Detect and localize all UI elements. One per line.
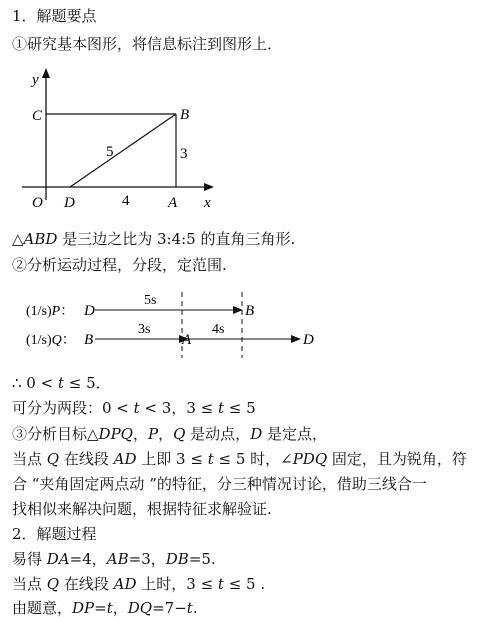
text-fragment: 在线段 <box>59 450 114 468</box>
text-fragment: 的直角三角形. <box>195 230 296 248</box>
section-heading-1: 1．解题要点 <box>12 7 97 25</box>
y-axis-arrow <box>42 68 50 78</box>
text-fragment: ③分析目标△ <box>12 425 99 443</box>
row1-start-D: D <box>84 303 95 319</box>
step-1-text: ①研究基本图形，将信息标注到图形上． <box>12 35 283 53</box>
row1-time: 5s <box>144 293 157 308</box>
text-fragment: =4， <box>69 550 107 568</box>
row2-mid-A: A <box>182 332 192 348</box>
label-D: D <box>64 195 75 211</box>
row2-start-B: B <box>84 332 94 348</box>
point-P: P <box>147 425 159 443</box>
segment-AD: AD <box>113 450 137 468</box>
row1-rate: (1/s)P： <box>26 304 75 319</box>
text-fragment: ≤ 5 <box>224 399 256 417</box>
label-y: y <box>32 72 39 88</box>
label-B: B <box>180 107 190 123</box>
label-4: 4 <box>122 193 130 209</box>
two-segments-line <box>12 398 256 418</box>
variable-t: t <box>186 599 193 617</box>
x-axis-arrow <box>204 183 214 191</box>
row2-arrowhead <box>291 335 301 343</box>
step-3-text <box>12 424 327 444</box>
text-fragment: ≤ 5 . <box>223 575 266 593</box>
segment-DP: DP <box>72 599 95 617</box>
text-fragment: . <box>192 599 198 617</box>
text-fragment: ∴ 0 < <box>12 374 58 392</box>
segment-AD: AD <box>113 575 137 593</box>
text-fragment: < 3，3 ≤ <box>139 399 218 417</box>
angle-PDQ: PDQ <box>292 450 328 468</box>
text-fragment: =7− <box>152 599 187 617</box>
label-5: 5 <box>106 144 114 160</box>
text-fragment: 当点 <box>12 450 47 468</box>
text-fragment: 上时，3 ≤ <box>136 575 218 593</box>
variable-t: t <box>57 374 64 392</box>
segment-DB <box>70 114 176 187</box>
triangle-name: ABD <box>23 230 58 248</box>
fit-feature-line: 合 “夹角固定两点动 ”的特征，分三种情况讨论，借助三线合一 <box>12 475 427 493</box>
text-fragment: 固定，且为锐角，符 <box>327 450 467 468</box>
coordinate-figure <box>0 62 240 212</box>
row2-end-D: D <box>303 332 314 348</box>
when-q-line <box>12 449 467 469</box>
point-Q: Q <box>46 575 60 593</box>
text-fragment: 是定点， <box>262 425 327 443</box>
find-similar-line: 找相似来解决问题，根据特征求解验证. <box>12 500 272 518</box>
text-fragment: =5. <box>188 550 216 568</box>
when-q-on-ad-line <box>12 574 265 594</box>
text-fragment: 上即 3 ≤ <box>136 450 208 468</box>
text-fragment: ， <box>132 425 148 443</box>
segment-AB: AB <box>106 550 129 568</box>
variable-t: t <box>217 575 224 593</box>
variable-t: t <box>106 599 113 617</box>
text-fragment: 易得 <box>12 550 47 568</box>
range-line <box>12 373 111 393</box>
text-fragment: ≤ 5． <box>64 374 111 392</box>
text-fragment: ， <box>112 599 128 617</box>
triangle-symbol: △ <box>12 230 24 248</box>
variable-t: t <box>207 450 214 468</box>
text-fragment: 是动点， <box>185 425 251 443</box>
text-fragment: 可分为两段：0 < <box>12 399 134 417</box>
triangle-name: DPQ <box>98 425 133 443</box>
text-fragment: 由题意， <box>12 599 73 617</box>
variable-t: t <box>133 399 140 417</box>
label-3: 3 <box>180 146 188 162</box>
ratio-value: 3:4:5 <box>156 230 196 248</box>
triangle-description <box>12 229 295 249</box>
motion-figure <box>0 286 340 362</box>
text-fragment: 在线段 <box>59 575 114 593</box>
text-fragment: =3， <box>128 550 166 568</box>
label-A: A <box>168 195 178 211</box>
row2-time-2: 4s <box>212 322 225 337</box>
point-D: D <box>250 425 263 443</box>
step-2-text: ②分析运动过程，分段，定范围. <box>12 256 227 274</box>
segment-DQ: DQ <box>127 599 153 617</box>
text-fragment: 当点 <box>12 575 47 593</box>
section-heading-2: 2．解题过程 <box>12 525 97 543</box>
row1-end-B: B <box>245 303 255 319</box>
segment-DB: DB <box>165 550 189 568</box>
by-question-line <box>12 598 198 618</box>
point-Q: Q <box>173 425 186 443</box>
label-O: O <box>32 195 43 211</box>
label-x: x <box>204 195 211 211</box>
row2-rate: (1/s)Q： <box>26 333 76 348</box>
easy-get-line <box>12 549 216 569</box>
row2-time-1: 3s <box>138 322 151 337</box>
text-fragment: ， <box>158 425 174 443</box>
label-C: C <box>32 108 43 124</box>
point-Q: Q <box>46 450 60 468</box>
text-fragment: 是三边之比为 <box>57 230 157 248</box>
variable-t: t <box>217 399 225 417</box>
segment-DA: DA <box>46 550 70 568</box>
text-fragment: = <box>94 599 107 617</box>
text-fragment: ≤ 5 时，∠ <box>213 450 293 468</box>
